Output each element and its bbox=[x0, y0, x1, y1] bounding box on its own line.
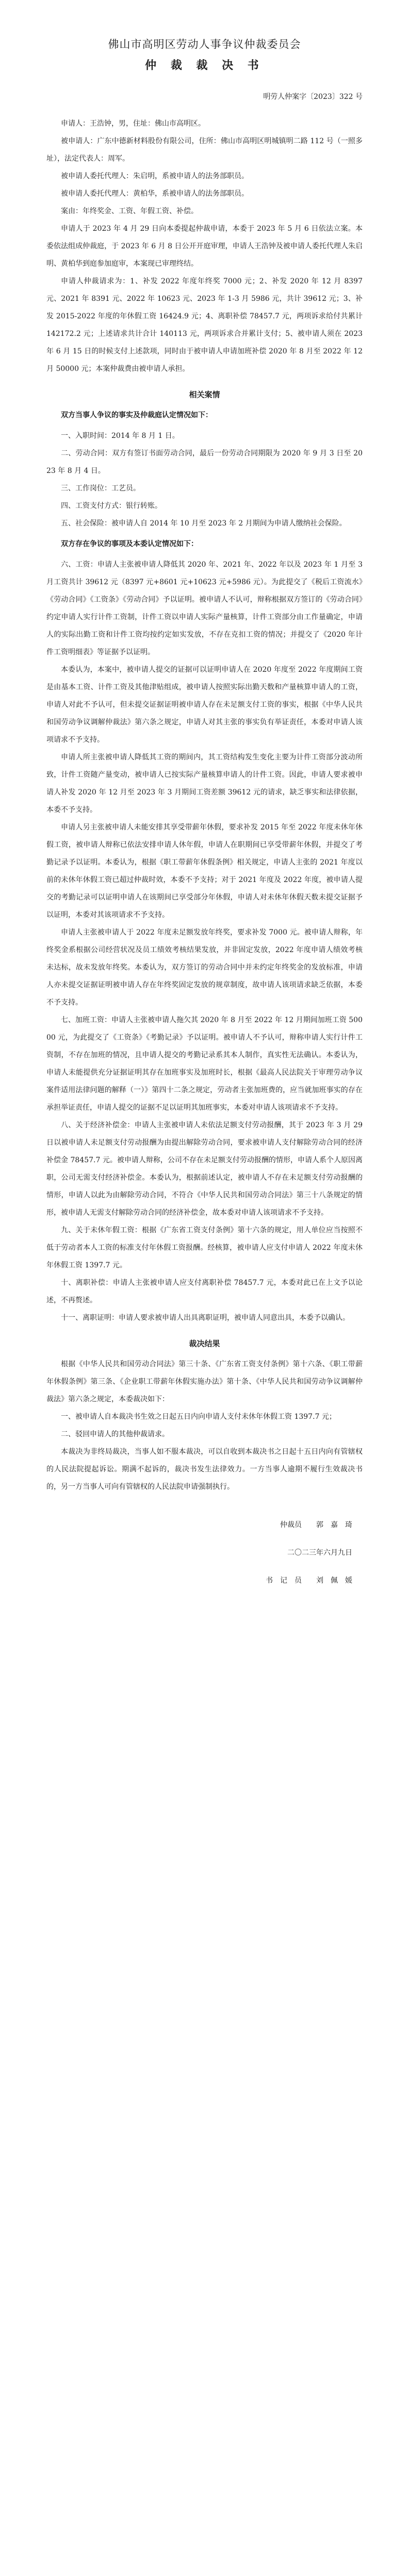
fact-paragraph: 二、劳动合同：双方有签订书面劳动合同，最后一份劳动合同期限为 2020 年 9 月 3 日至 2023 年 8 月 4 日。 bbox=[46, 449, 363, 475]
fact-paragraph: 五、社会保险：被申请人自 2014 年 10 月至 2023 年 2 月期间为申请人缴纳社会保险。 bbox=[61, 519, 347, 528]
dispute-paragraph: 十、离职补偿：申请人主张被申请人应支付离职补偿 78457.7 元，本委对此已在上文予以论述，不再赘述。 bbox=[46, 1279, 363, 1304]
party-line: 被申请人委托代理人：黄柏华，系被申请人的法务部职员。 bbox=[61, 190, 249, 198]
ruling-item: 一、被申请人自本裁决书生效之日起五日内向申请人支付未休年休假工资 1397.7 元； bbox=[61, 1413, 336, 1421]
fact-paragraph: 三、工作岗位：工艺员。 bbox=[61, 484, 140, 493]
procedure-paragraph: 申请人于 2023 年 4 月 29 日向本委提起仲裁申请，本委于 2023 年 5 月 6 日依法立案。本委依法组成仲裁庭，于 2023 年 6 月 8 日公开开庭审理，申请人王浩钟及被申请人委托代理人朱启明、黄柏华到庭参加庭审，本案现已审理终结。 bbox=[46, 225, 363, 268]
dispute-paragraph: 申请人主张被申请人于 2022 年度未足额发放年终奖，要求补发 7000 元。被申请人辩称，年终奖金系根据公司经营状况及员工绩效考核结果发放，并非固定发放，2022 年度申请人绩效考核未达标，故未发放年终奖。本委认为，双方签订的劳动合同中并未约定年终奖金的发放标准，申请人亦未提交证据证明被申请人存在年终奖固定发放的规章制度，故申请人该项请求缺乏依据，本委不予支持。 bbox=[46, 928, 363, 1007]
appeal-notice: 本裁决为非终局裁决，当事人如不服本裁决，可以自收到本裁决书之日起十五日内向有管辖权的人民法院提起诉讼。期满不起诉的，裁决书发生法律效力。一方当事人逾期不履行生效裁决书的，另一方当事人可向有管辖权的人民法院申请强制执行。 bbox=[46, 1448, 363, 1491]
party-line: 被申请人委托代理人：朱启明，系被申请人的法务部职员。 bbox=[61, 172, 249, 180]
section-heading: 裁决结果 bbox=[189, 1339, 220, 1348]
claims-paragraph: 申请人仲裁请求为：1、补发 2022 年度年终奖 7000 元；2、补发 2020 年 12 月 8397 元、2021 年 8391 元、2022 年 10623 元、2023 年 1-3 月 5986 元，共计 39612 元；3、补发 2015-2022 年度的年休假工资 16424.9 元；4、离职补偿 78457.7 元，两项诉求给付共累计 142172.2 元；上述请求共计合计 140113 元，两项诉求合并累计支付；5、被申请人须在 2023 年 6 月 15 日的时候支付上述款项，同时由于被申请人申请加班补偿 2020 年 8 月至 2022 年 12 月 50000 元；本案仲裁费由被申请人承担。 bbox=[46, 277, 363, 373]
dispute-paragraph: 九、关于未休年假工资：根据《广东省工资支付条例》第十六条的规定，用人单位应当按照不低于劳动者本人工资的标准支付年休假工资报酬。经核算，被申请人应支付申请人 2022 年度未休年休假工资 1397.7 元。 bbox=[46, 1226, 363, 1269]
section-ruling bbox=[46, 1335, 363, 1496]
intro-block bbox=[46, 220, 363, 378]
case-number: 明劳人仲案字〔2023〕322 号 bbox=[263, 93, 363, 101]
dispute-paragraph: 本委认为，本案中，被申请人提交的证据可以证明申请人在 2020 年度至 2022 年度期间工资是由基本工资、计件工资及其他津贴组成，被申请人按照实际出勤天数和产量核算申请人的工资，申请人对此不予认可，但未提交证据证明被申请人存在未足额支付工资的事实，根据《中华人民共和国劳动争议调解仲裁法》第六条之规定，申请人对其主张的事实负有举证责任，本委对申请人该项请求不予支持。 bbox=[46, 666, 363, 744]
clerk-signature: 书 记 员 刘 佩 媛 bbox=[266, 1577, 352, 1585]
ruling-date: 二〇二三年六月九日 bbox=[287, 1549, 352, 1557]
fact-paragraph: 四、工资支付方式：银行转账。 bbox=[61, 502, 162, 510]
section-facts bbox=[46, 386, 363, 532]
case-cause: 案由：年终奖金、工资、年假工资、补偿。 bbox=[61, 207, 198, 215]
parties-block bbox=[46, 115, 363, 220]
dispute-paragraph: 七、加班工资：申请人主张被申请人拖欠其 2020 年 8 月至 2022 年 12 月期间加班工资 50000 元，为此提交了《工资条》《考勤记录》予以证明。被申请人不予认可，辩称申请人实行计件工资制，不存在加班的情况，且申请人提交的考勤记录系其本人制作，真实性无法确认。本委认为，申请人未能提供充分证据证明其存在加班事实及加班时长，根据《最高人民法院关于审理劳动争议案件适用法律问题的解释（一）》第四十二条之规定，劳动者主张加班费的，应当就加班事实的存在承担举证责任，申请人提交的证据不足以证明其加班事实，本委对申请人该项请求不予支持。 bbox=[46, 1016, 363, 1112]
dispute-paragraph: 八、关于经济补偿金：申请人主张被申请人未依法足额支付劳动报酬，其于 2023 年 3 月 29 日以被申请人未足额支付劳动报酬为由提出解除劳动合同，要求被申请人支付解除劳动合同的经济补偿金 78457.7 元。被申请人辩称，公司不存在未足额支付劳动报酬的情形，申请人系个人原因离职，公司无需支付经济补偿金。本委认为，根据前述认定，被申请人不存在未足额支付劳动报酬的情形，申请人以此为由解除劳动合同，不符合《中华人民共和国劳动合同法》第三十八条规定的情形，被申请人无需支付解除劳动合同的经济补偿金，故本委对申请人该项请求不予支持。 bbox=[46, 1121, 363, 1217]
dispute-paragraph: 申请人所主张被申请人降低其工资的期间内，其工资结构发生变化主要为计件工资部分波动所致，计件工资随产量变动，被申请人已按实际产量核算申请人的计件工资。因此，申请人要求被申请人补发 2020 年 12 月至 2023 年 3 月期间工资差额 39612 元的请求，缺乏事实和法律依据，本委不予支持。 bbox=[46, 753, 363, 814]
ruling-paragraph: 根据《中华人民共和国劳动合同法》第三十条、《广东省工资支付条例》第十六条、《职工带薪年休假条例》第三条、《企业职工带薪年休假实施办法》第十条、《中华人民共和国劳动争议调解仲裁法》第六条之规定，本委裁决如下： bbox=[46, 1360, 363, 1403]
fact-paragraph: 一、入职时间：2014 年 8 月 1 日。 bbox=[61, 432, 179, 440]
section-subheading: 双方当事人争议的事实及仲裁庭认定情况如下： bbox=[61, 411, 212, 419]
ruling-item: 二、驳回申请人的其他仲裁请求。 bbox=[61, 1430, 169, 1438]
section-subheading: 双方存在争议的事项及本委认定情况如下： bbox=[61, 540, 198, 548]
party-line: 申请人：王浩钟，男，住址：佛山市高明区。 bbox=[61, 120, 205, 128]
signature-block bbox=[46, 1516, 363, 1589]
dispute-paragraph: 六、工资：申请人主张被申请人降低其 2020 年、2021 年、2022 年以及 2023 年 1 月至 3 月工资共计 39612 元（8397 元+8601 元+10623 元+5986 元）。为此提交了《税后工资流水》《劳动合同》《工资条》《劳动合同》予以证明。被申请人不认可，辩称根据双方签订的《劳动合同》约定申请人实行计件工资制，计件工资以申请人实际产量核算，计件工资部分由工作量确定，申请人的实际出勤工资和计件工资均按约定如实发放，不存在克扣工资的情况；并提交了《2020 年计件工资明细表》等证据予以证明。 bbox=[46, 561, 363, 656]
issuing-authority: 佛山市高明区劳动人事争议仲裁委员会 bbox=[108, 38, 301, 50]
party-line: 被申请人：广东中德新材料股份有限公司，住所：佛山市高明区明城镇明二路 112 号（一照多址），法定代表人：周军。 bbox=[46, 137, 363, 163]
section-heading: 相关案情 bbox=[189, 390, 220, 399]
arbitrator-signature: 仲裁员 郭 嘉 琦 bbox=[280, 1521, 352, 1529]
dispute-paragraph: 申请人另主张被申请人未能安排其享受带薪年休假，要求补发 2015 年至 2022 年度未休年休假工资，被申请人辩称已依法安排申请人休年假，申请人在职期间已享受带薪年休假，并提交了考勤记录予以证明。本委认为，根据《职工带薪年休假条例》相关规定，申请人主张的 2021 年度以前的未休年休假工资已超过仲裁时效，本委不予支持；对于 2021 年度及 2022 年度，被申请人提交的考勤记录可以证明申请人在该期间已享受部分年休假，申请人对未休年休假天数未提交证据予以证明，本委对其该项请求不予支持。 bbox=[46, 823, 363, 919]
section-disputes bbox=[46, 535, 363, 1327]
dispute-paragraph: 十一、离职证明：申请人要求被申请人出具离职证明，被申请人同意出具，本委予以确认。 bbox=[61, 1314, 350, 1322]
document-type: 仲 裁 裁 决 书 bbox=[145, 59, 264, 72]
